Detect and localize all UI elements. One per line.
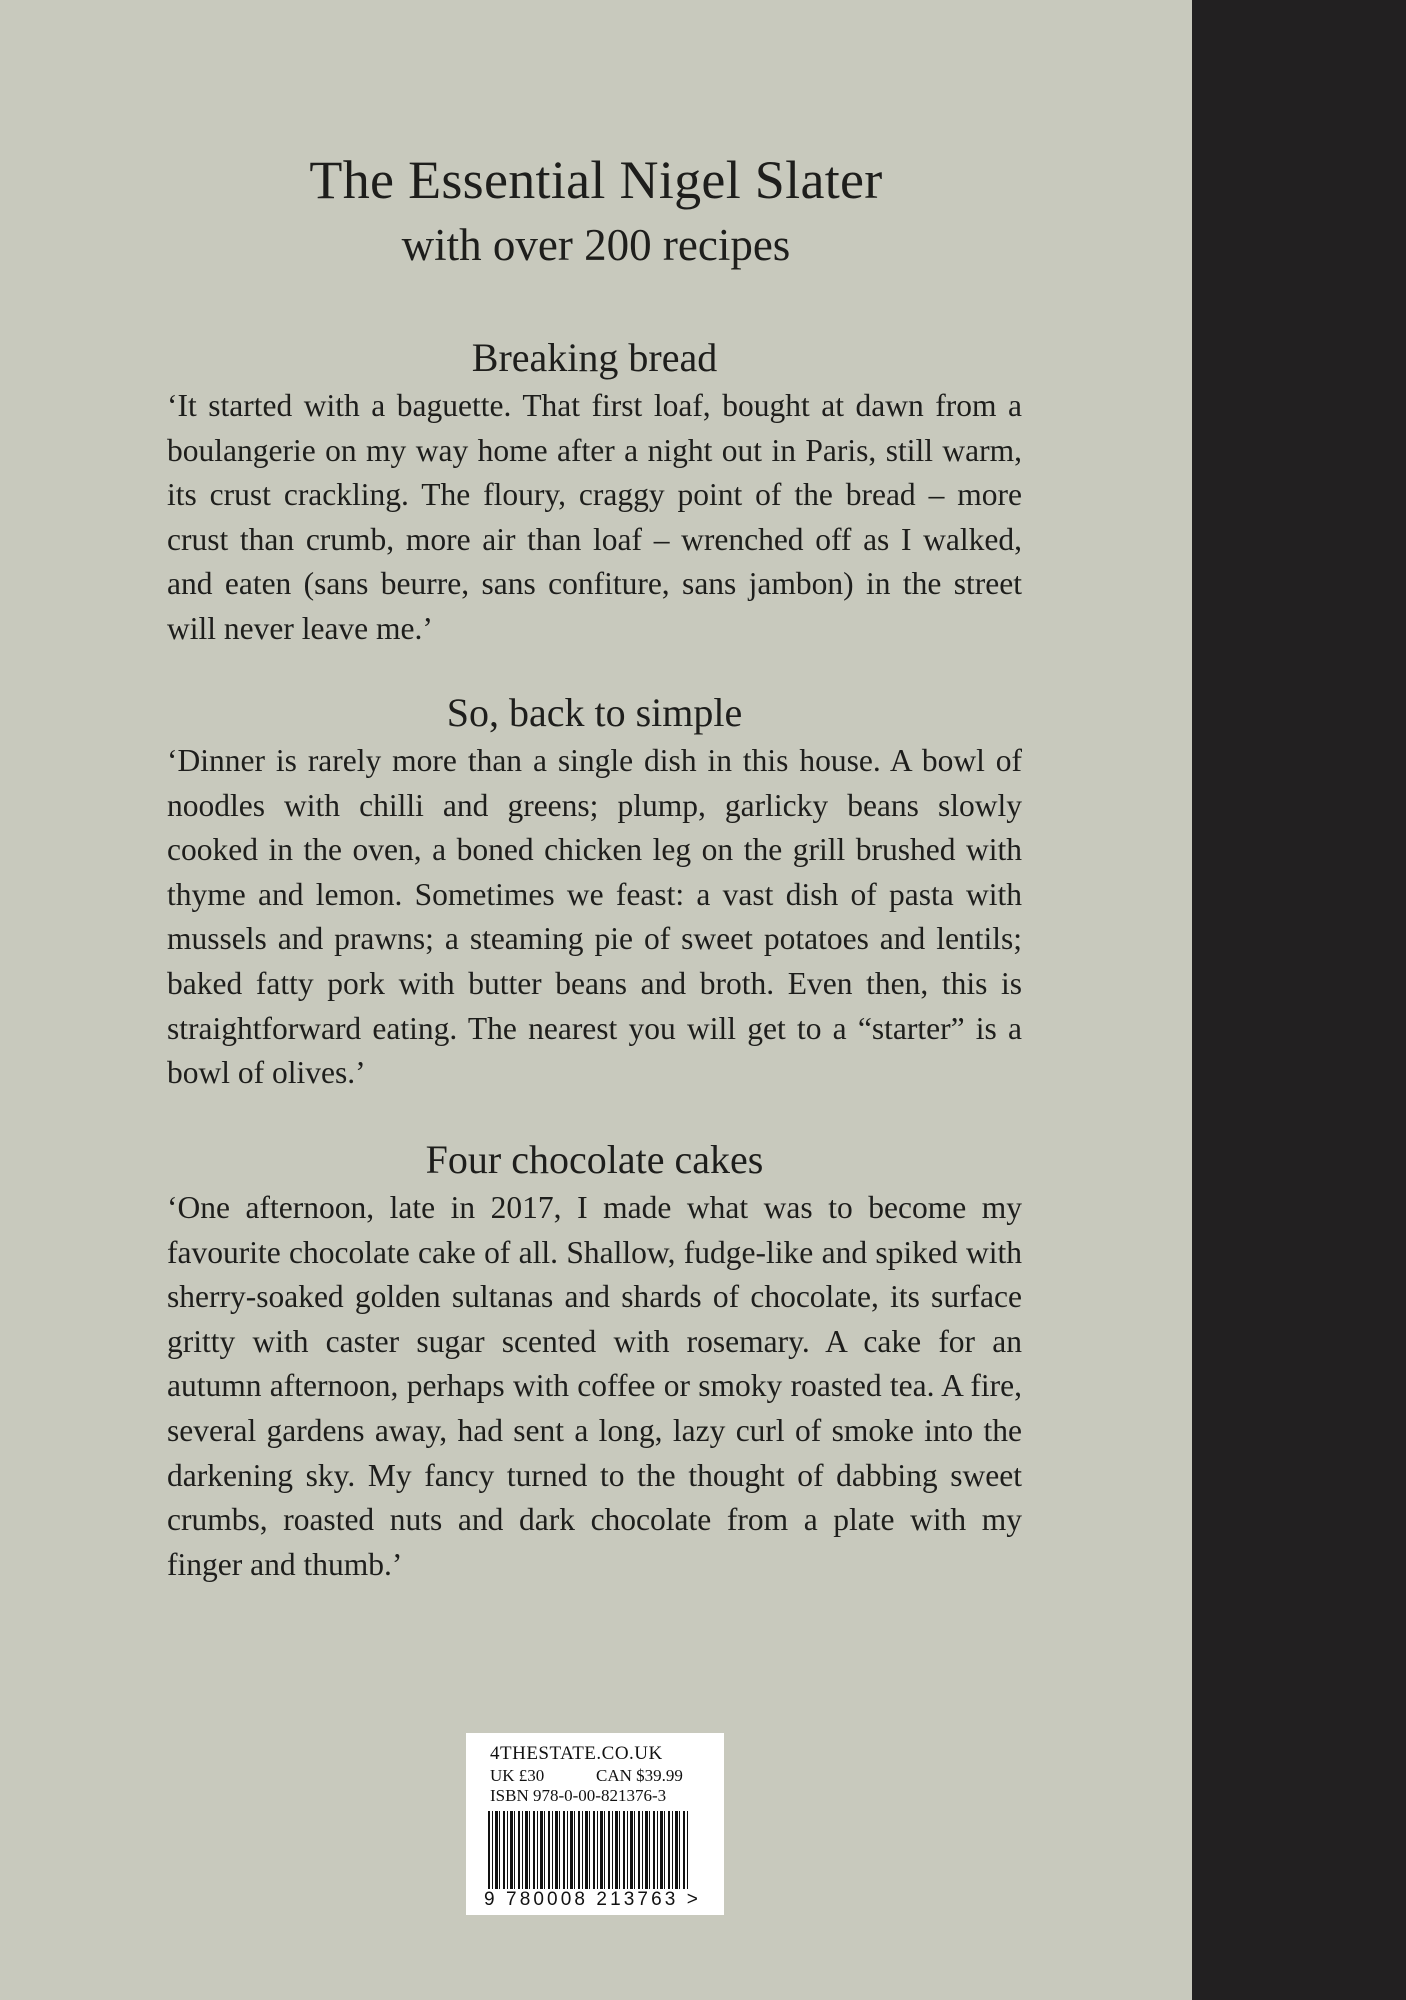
excerpt-section-breaking-bread xyxy=(167,332,1022,652)
excerpt-heading: Four chocolate cakes xyxy=(425,1137,764,1182)
excerpt-text: ‘One afternoon, late in 2017, I made what was to become my favourite chocolate cake of all. Shallow, fudge-like and spiked with sherry-soaked golden sultanas and shards of chocolate, its surface gritty with caster sugar scented with rosemary. A cake for an autumn afternoon, perhaps with coffee or smoky roasted tea. A fire, several gardens away, had sent a long, lazy curl of smoke into the darkening sky. My fancy turned to the thought of dabbing sweet crumbs, roasted nuts and dark chocolate from a plate with my finger and thumb.’ xyxy=(167,1190,1022,1582)
excerpt-heading: So, back to simple xyxy=(446,690,743,735)
barcode-bars xyxy=(488,1811,688,1889)
book-subtitle: with over 200 recipes xyxy=(401,220,791,270)
barcode-digits: 9 780008 213763 > xyxy=(484,1889,702,1910)
excerpt-section-back-to-simple xyxy=(167,687,1022,1096)
excerpt-text: ‘Dinner is rarely more than a single dish in this house. A bowl of noodles with chilli and greens; plump, garlicky beans slowly cooked in the oven, a boned chicken leg on the grill brushed with thyme and lemon. Sometimes we feast: a vast dish of pasta with mussels and prawns; a steaming pie of sweet potatoes and lentils; baked fatty pork with butter beans and broth. Even then, this is straightforward eating. The nearest you will get to a “starter” is a bowl of olives.’ xyxy=(167,743,1022,1091)
isbn-number: ISBN 978-0-00-821376-3 xyxy=(490,1786,667,1805)
excerpt-text: ‘It started with a baguette. That first loaf, bought at dawn from a boulangerie on my way home after a night out in Paris, still warm, its crust crackling. The floury, craggy point of the bread – more crust than crumb, more air than loaf – wrenched off as I walked, and eaten (sans beurre, sans confiture, sans jambon) in the street will never leave me.’ xyxy=(167,388,1022,646)
excerpt-heading: Breaking bread xyxy=(471,335,718,380)
book-title: The Essential Nigel Slater xyxy=(309,150,883,210)
excerpt-section-chocolate-cakes xyxy=(167,1134,1022,1587)
spine-edge xyxy=(1192,0,1406,2000)
publisher-website: 4THESTATE.CO.UK xyxy=(490,1743,663,1764)
price-line xyxy=(490,1767,700,1785)
price-can: CAN $39.99 xyxy=(596,1766,683,1785)
barcode-label xyxy=(466,1733,724,1915)
price-uk: UK £30 xyxy=(490,1766,545,1785)
